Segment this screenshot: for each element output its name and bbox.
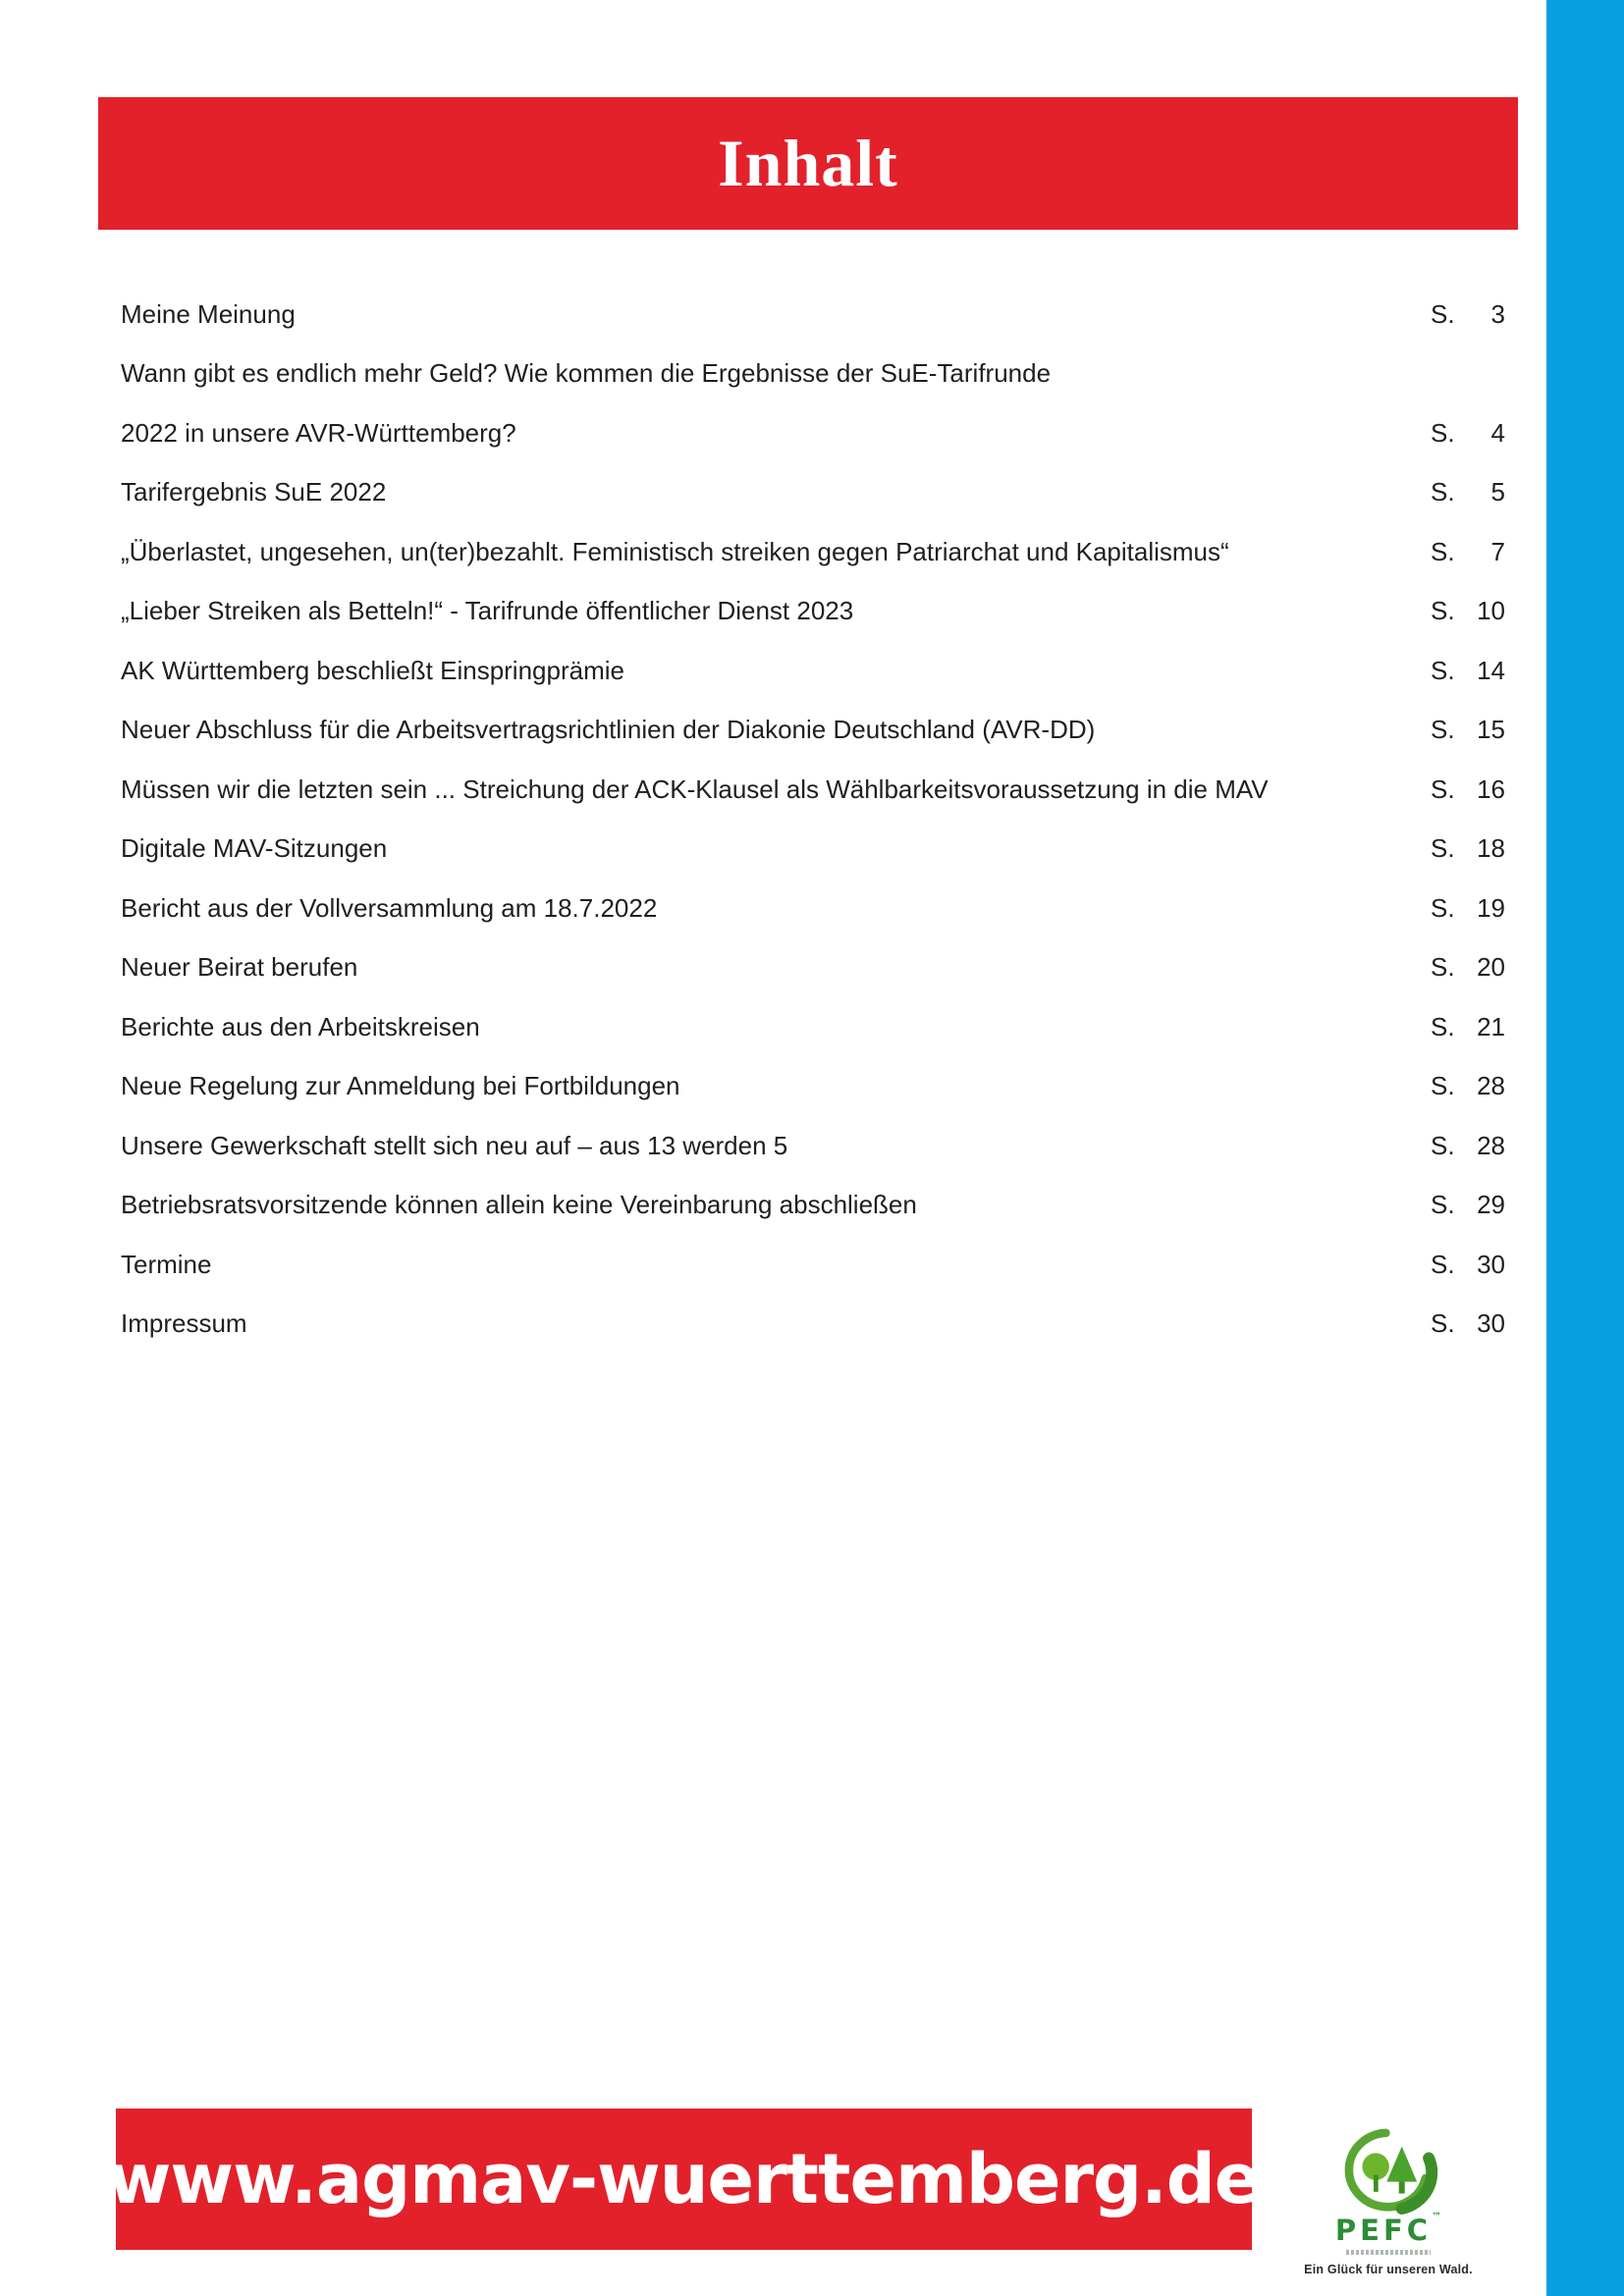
page-title: Inhalt: [718, 126, 898, 200]
toc-entry-title: Müssen wir die letzten sein ... Streichung der ACK-Klausel als Wählbarkeitsvoraussetzung in die MAV: [121, 774, 1269, 804]
toc-page-prefix: S.: [1431, 1308, 1455, 1339]
toc-page-number: 4: [1490, 417, 1505, 448]
toc-entry[interactable]: [121, 820, 1505, 880]
toc-entry[interactable]: [121, 582, 1505, 642]
toc-entry-title: Betriebsratsvorsitzende können allein keine Vereinbarung abschließen: [121, 1190, 917, 1220]
toc-entry-page: [1431, 1012, 1505, 1042]
toc-page-number: 15: [1477, 715, 1505, 745]
toc-entry-title: „Überlastet, ungesehen, un(ter)bezahlt. Feministisch streiken gegen Patriarchat und Kapitalismus“: [121, 536, 1229, 566]
toc-entry[interactable]: [121, 403, 1505, 463]
toc-entry-title: Digitale MAV-Sitzungen: [121, 833, 388, 864]
toc-entry[interactable]: [121, 938, 1505, 998]
toc-entry[interactable]: [121, 760, 1505, 820]
toc-page-number: 30: [1477, 1308, 1505, 1339]
trademark-symbol: ™: [1432, 2212, 1442, 2222]
pefc-tagline: Ein Glück für unseren Wald.: [1304, 2263, 1473, 2276]
toc-page-prefix: S.: [1431, 774, 1455, 804]
toc-entry-title: Impressum: [121, 1308, 247, 1339]
toc-entry-page: [1431, 774, 1505, 805]
toc-page-prefix: S.: [1431, 417, 1455, 448]
toc-page-prefix: S.: [1431, 1249, 1455, 1279]
toc-entry[interactable]: [121, 997, 1505, 1057]
page-edge-blue-strip: [1546, 0, 1624, 2296]
toc-entry-page: [1431, 1071, 1505, 1101]
toc-page-prefix: S.: [1431, 298, 1455, 329]
toc-entry[interactable]: [121, 345, 1505, 404]
pefc-wordmark: PEFC™: [1334, 2212, 1442, 2247]
toc-page-prefix: S.: [1431, 1130, 1455, 1160]
toc-entry[interactable]: [121, 1295, 1505, 1355]
toc-page-number: 14: [1477, 655, 1505, 685]
toc-page-prefix: S.: [1431, 1190, 1455, 1220]
toc-entry[interactable]: [121, 522, 1505, 582]
toc-entry-title: 2022 in unsere AVR-Württemberg?: [121, 417, 516, 448]
toc-entry-page: [1431, 715, 1505, 745]
toc-entry[interactable]: [121, 1235, 1505, 1295]
toc-entry[interactable]: [121, 1116, 1505, 1176]
toc-page-prefix: S.: [1431, 1071, 1455, 1101]
toc-entry-title: Termine: [121, 1249, 212, 1279]
toc-page-prefix: S.: [1431, 536, 1455, 566]
toc-entry[interactable]: [121, 463, 1505, 523]
toc-page-number: 20: [1477, 952, 1505, 983]
toc-page-prefix: S.: [1431, 833, 1455, 864]
toc-entry[interactable]: [121, 1176, 1505, 1236]
toc-page-prefix: S.: [1431, 477, 1455, 507]
toc-entry[interactable]: [121, 879, 1505, 938]
toc-page-number: 3: [1490, 298, 1505, 329]
pefc-logo: [1304, 2126, 1473, 2276]
toc-entry-title: Unsere Gewerkschaft stellt sich neu auf – aus 13 werden 5: [121, 1130, 788, 1160]
toc-entry-title: Tarifergebnis SuE 2022: [121, 477, 387, 507]
toc-page-number: 19: [1477, 892, 1505, 923]
toc-page-number: 16: [1477, 774, 1505, 804]
toc-entry-page: [1431, 893, 1505, 924]
toc-page-prefix: S.: [1431, 892, 1455, 923]
toc-entry-page: [1431, 299, 1505, 330]
toc-entry-page: [1431, 1250, 1505, 1280]
footer-bar: [107, 2109, 1261, 2250]
toc-entry[interactable]: [121, 701, 1505, 761]
toc-entry-title: AK Württemberg beschließt Einspringprämie: [121, 655, 624, 685]
table-of-contents: [121, 285, 1505, 1354]
toc-page-prefix: S.: [1431, 952, 1455, 983]
toc-entry-title: Neue Regelung zur Anmeldung bei Fortbildungen: [121, 1071, 680, 1101]
pefc-license-code-line: [1346, 2250, 1431, 2255]
toc-page-number: 29: [1477, 1190, 1505, 1220]
toc-entry-title: Neuer Abschluss für die Arbeitsvertragsrichtlinien der Diakonie Deutschland (AVR-DD): [121, 715, 1096, 745]
pefc-trees-icon: [1337, 2126, 1442, 2222]
toc-entry-page: [1431, 418, 1505, 449]
toc-entry[interactable]: [121, 285, 1505, 345]
toc-entry-title: Bericht aus der Vollversammlung am 18.7.2022: [121, 892, 658, 923]
toc-entry-page: [1431, 833, 1505, 864]
toc-page-number: 28: [1477, 1130, 1505, 1160]
toc-entry[interactable]: [121, 641, 1505, 701]
toc-entry-page: [1431, 537, 1505, 567]
toc-entry-page: [1431, 952, 1505, 983]
toc-entry-title: Neuer Beirat berufen: [121, 952, 358, 983]
toc-entry-title: Berichte aus den Arbeitskreisen: [121, 1011, 480, 1041]
toc-page-number: 30: [1477, 1249, 1505, 1279]
toc-page-number: 28: [1477, 1071, 1505, 1101]
toc-entry-title: Wann gibt es endlich mehr Geld? Wie kommen die Ergebnisse der SuE-Tarifrunde: [121, 358, 1052, 389]
toc-page-number: 10: [1477, 596, 1505, 626]
toc-page-prefix: S.: [1431, 655, 1455, 685]
toc-page-number: 5: [1490, 477, 1505, 507]
toc-entry-page: [1431, 596, 1505, 626]
toc-page-prefix: S.: [1431, 1011, 1455, 1041]
toc-entry-page: [1431, 1190, 1505, 1220]
toc-page-prefix: S.: [1431, 715, 1455, 745]
toc-page-number: 21: [1477, 1011, 1505, 1041]
toc-entry-title: Meine Meinung: [121, 298, 296, 329]
toc-page-prefix: S.: [1431, 596, 1455, 626]
toc-entry-page: [1431, 656, 1505, 686]
toc-entry-page: [1431, 1308, 1505, 1339]
toc-entry[interactable]: [121, 1057, 1505, 1117]
toc-entry-page: [1431, 477, 1505, 507]
toc-entry-page: [1431, 1131, 1505, 1161]
toc-page-number: 7: [1490, 536, 1505, 566]
toc-entry-title: „Lieber Streiken als Betteln!“ - Tarifrunde öffentlicher Dienst 2023: [121, 596, 854, 626]
toc-page-number: 18: [1477, 833, 1505, 864]
header-bar: [98, 97, 1518, 230]
website-url[interactable]: www.agmav-wuerttemberg.de: [107, 2139, 1261, 2219]
